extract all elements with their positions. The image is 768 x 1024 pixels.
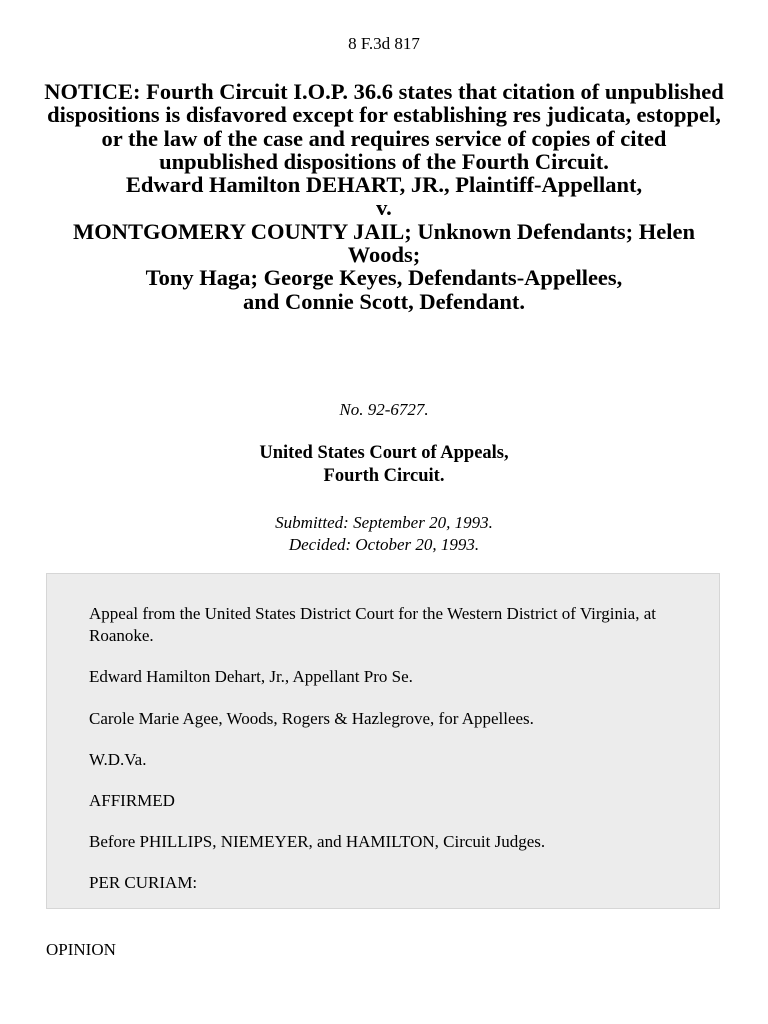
defendants-line-3: and Connie Scott, Defendant. <box>243 288 525 314</box>
versus-line: v. <box>376 195 392 221</box>
case-details-box <box>46 573 720 909</box>
appellant-counsel: Edward Hamilton Dehart, Jr., Appellant Pro Se. <box>89 667 413 686</box>
disposition: AFFIRMED <box>89 791 175 810</box>
per-curiam-label: PER CURIAM: <box>89 873 198 892</box>
court-name <box>0 442 768 488</box>
district-abbrev: W.D.Va. <box>89 750 147 769</box>
defendants-line-2: Tony Haga; George Keyes, Defendants-Appellees, <box>145 265 623 291</box>
appeal-origin: Appeal from the United States District Court for the Western District of Virginia, at Roanoke. <box>89 604 656 645</box>
opinion-heading: OPINION <box>46 940 116 959</box>
judges-panel: Before PHILLIPS, NIEMEYER, and HAMILTON, Circuit Judges. <box>89 832 546 851</box>
defendants-line-1: MONTGOMERY COUNTY JAIL; Unknown Defendants; Helen Woods; <box>73 218 695 268</box>
case-heading <box>40 80 728 313</box>
notice-text: NOTICE: Fourth Circuit I.O.P. 36.6 states that citation of unpublished dispositions is disfavored except for establishing res judicata, estoppel, or the law of the case and requires service of copies of cited unpublished dispositions of the Fourth Circuit. <box>44 79 724 174</box>
court-name-line-1: United States Court of Appeals, <box>259 443 509 463</box>
decided-date: Decided: October 20, 1993. <box>288 535 480 554</box>
submitted-date: Submitted: September 20, 1993. <box>275 513 493 532</box>
plaintiff-line: Edward Hamilton DEHART, JR., Plaintiff-Appellant, <box>125 172 643 198</box>
court-name-line-2: Fourth Circuit. <box>323 466 445 486</box>
docket-number: No. 92-6727. <box>339 400 429 419</box>
case-dates <box>0 512 768 556</box>
appellee-counsel: Carole Marie Agee, Woods, Rogers & Hazlegrove, for Appellees. <box>89 709 534 728</box>
case-citation: 8 F.3d 817 <box>348 34 420 53</box>
